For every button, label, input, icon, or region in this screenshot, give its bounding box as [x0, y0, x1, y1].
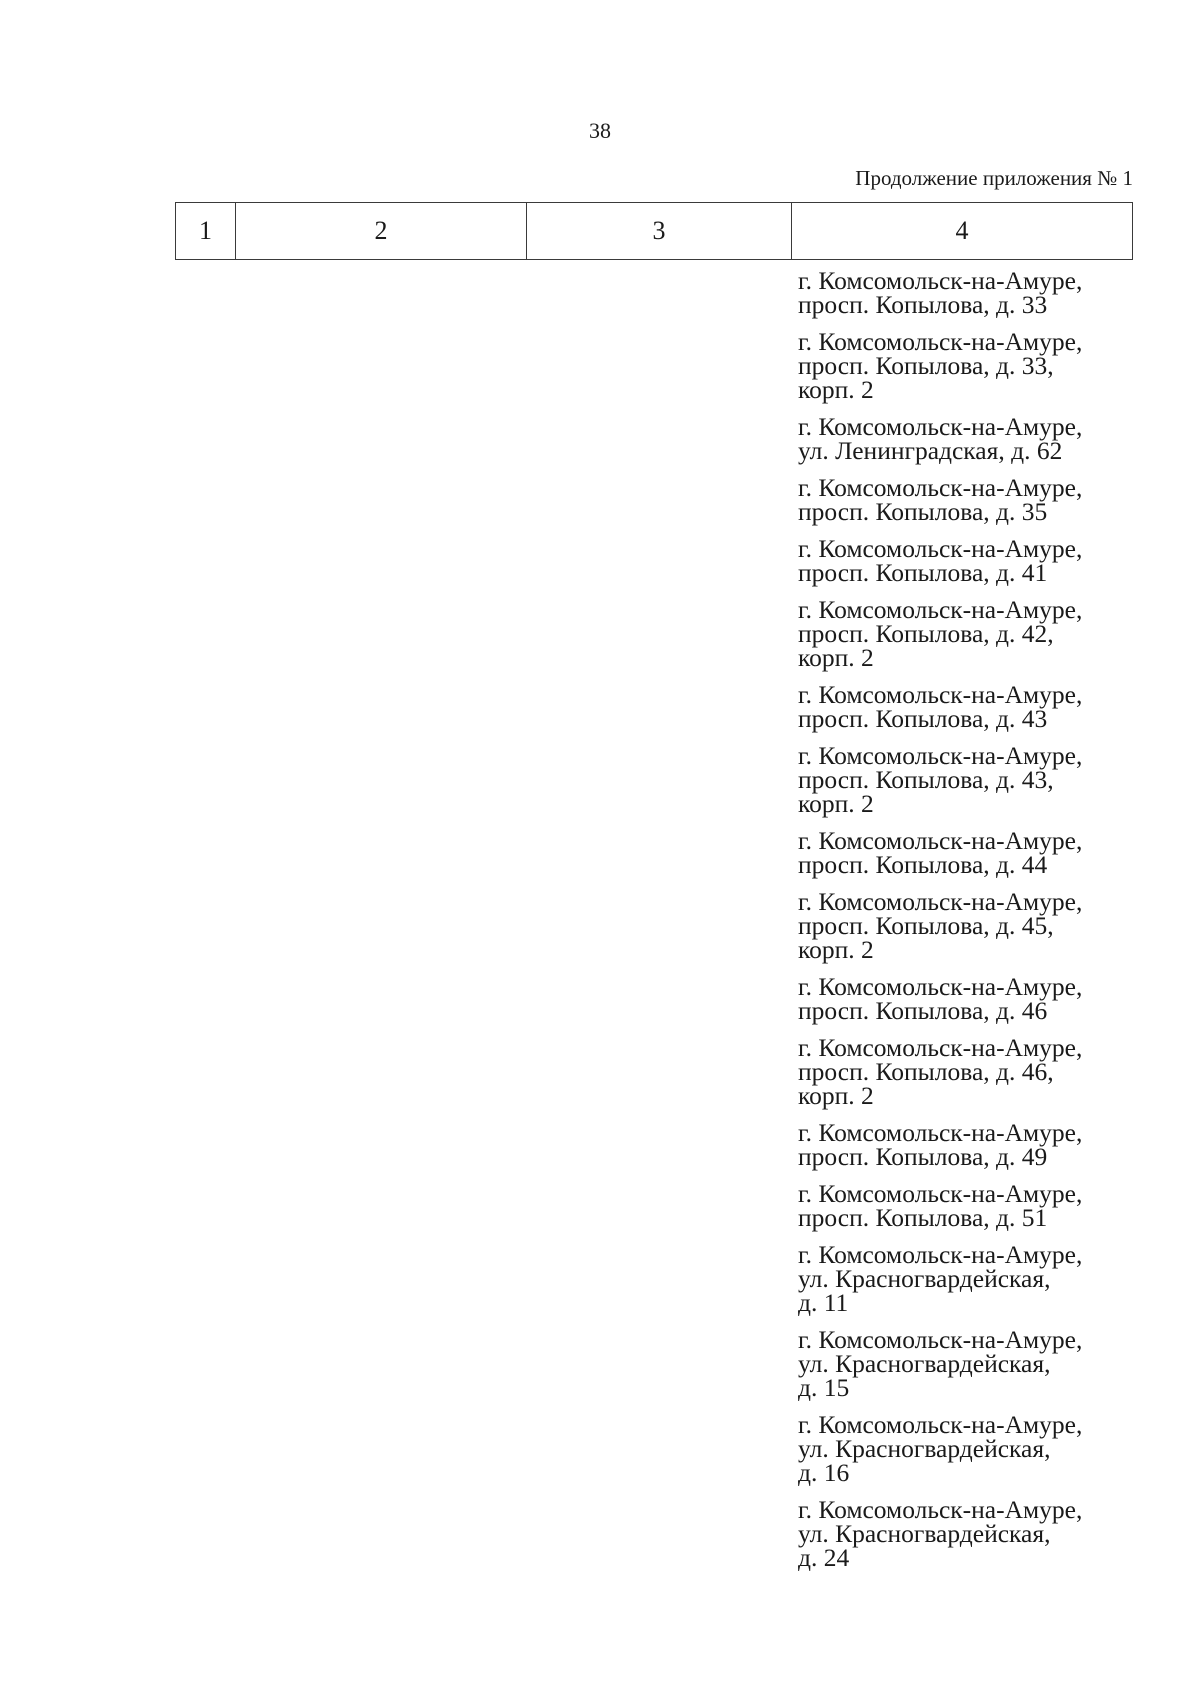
address-line: просп. Копылова, д. 51 — [798, 1203, 1048, 1232]
address-line: корп. 2 — [798, 375, 874, 404]
column-header-3: 3 — [527, 203, 792, 260]
address-line: г. Комсомольск-на-Амуре, — [798, 1118, 1083, 1147]
address-line: д. 15 — [798, 1373, 850, 1402]
address-line: г. Комсомольск-на-Амуре, — [798, 1410, 1083, 1439]
address-line: просп. Копылова, д. 33, — [798, 351, 1054, 380]
address-item — [798, 972, 1138, 1025]
address-line: ул. Красногвардейская, — [798, 1349, 1051, 1378]
address-line: г. Комсомольск-на-Амуре, — [798, 741, 1083, 770]
address-line: д. 16 — [798, 1458, 850, 1487]
address-item — [798, 826, 1138, 879]
address-line: г. Комсомольск-на-Амуре, — [798, 1033, 1083, 1062]
address-line: г. Комсомольск-на-Амуре, — [798, 1325, 1083, 1354]
address-item — [798, 595, 1138, 672]
address-line: ул. Красногвардейская, — [798, 1519, 1051, 1548]
address-item — [798, 412, 1138, 465]
address-line: г. Комсомольск-на-Амуре, — [798, 266, 1083, 295]
address-line: просп. Копылова, д. 43, — [798, 765, 1054, 794]
address-line: ул. Красногвардейская, — [798, 1264, 1051, 1293]
address-item — [798, 1240, 1138, 1317]
address-item — [798, 680, 1138, 733]
address-line: просп. Копылова, д. 35 — [798, 497, 1048, 526]
address-line: просп. Копылова, д. 49 — [798, 1142, 1048, 1171]
address-item — [798, 1325, 1138, 1402]
address-line: просп. Копылова, д. 43 — [798, 704, 1048, 733]
address-list — [798, 266, 1138, 1583]
address-line: просп. Копылова, д. 42, — [798, 619, 1054, 648]
address-line: просп. Копылова, д. 33 — [798, 290, 1048, 319]
address-line: г. Комсомольск-на-Амуре, — [798, 1495, 1083, 1524]
address-line: просп. Копылова, д. 46, — [798, 1057, 1054, 1086]
column-header-2: 2 — [236, 203, 527, 260]
address-line: корп. 2 — [798, 643, 874, 672]
column-number-header — [175, 202, 1133, 260]
address-line: г. Комсомольск-на-Амуре, — [798, 595, 1083, 624]
page-number: 38 — [589, 118, 611, 143]
address-item — [798, 327, 1138, 404]
column-header-4: 4 — [792, 203, 1133, 260]
address-line: г. Комсомольск-на-Амуре, — [798, 534, 1083, 563]
address-item — [798, 1033, 1138, 1110]
header-row — [176, 203, 1133, 260]
address-line: г. Комсомольск-на-Амуре, — [798, 327, 1083, 356]
address-line: г. Комсомольск-на-Амуре, — [798, 680, 1083, 709]
address-line: просп. Копылова, д. 41 — [798, 558, 1048, 587]
address-line: г. Комсомольск-на-Амуре, — [798, 1179, 1083, 1208]
column-header-1: 1 — [176, 203, 236, 260]
address-item — [798, 1495, 1138, 1572]
continuation-note: Продолжение приложения № 1 — [855, 166, 1133, 190]
address-line: корп. 2 — [798, 789, 874, 818]
address-line: г. Комсомольск-на-Амуре, — [798, 972, 1083, 1001]
address-item — [798, 741, 1138, 818]
address-line: г. Комсомольск-на-Амуре, — [798, 887, 1083, 916]
address-item — [798, 1410, 1138, 1487]
address-line: г. Комсомольск-на-Амуре, — [798, 1240, 1083, 1269]
address-line: просп. Копылова, д. 44 — [798, 850, 1048, 879]
address-line: д. 24 — [798, 1543, 850, 1572]
address-line: г. Комсомольск-на-Амуре, — [798, 826, 1083, 855]
address-line: корп. 2 — [798, 1081, 874, 1110]
address-item — [798, 887, 1138, 964]
address-item — [798, 1179, 1138, 1232]
address-item — [798, 473, 1138, 526]
address-item — [798, 534, 1138, 587]
address-line: г. Комсомольск-на-Амуре, — [798, 412, 1083, 441]
address-item — [798, 266, 1138, 319]
address-line: ул. Красногвардейская, — [798, 1434, 1051, 1463]
address-item — [798, 1118, 1138, 1171]
address-line: ул. Ленинградская, д. 62 — [798, 436, 1063, 465]
address-line: просп. Копылова, д. 46 — [798, 996, 1048, 1025]
address-line: г. Комсомольск-на-Амуре, — [798, 473, 1083, 502]
address-line: корп. 2 — [798, 935, 874, 964]
address-line: просп. Копылова, д. 45, — [798, 911, 1054, 940]
address-line: д. 11 — [798, 1288, 849, 1317]
